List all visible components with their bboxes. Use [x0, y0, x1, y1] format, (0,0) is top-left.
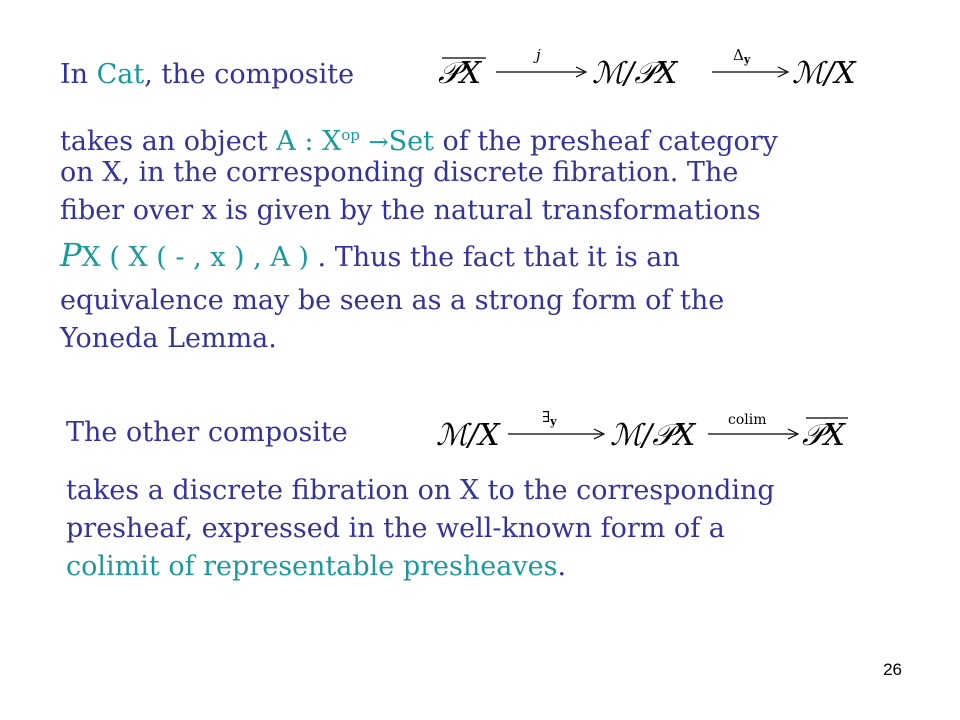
p2-line4-period: .	[557, 551, 567, 582]
node-m-over-x: ℳ/X	[792, 56, 856, 91]
label-j: j	[536, 46, 541, 64]
p1-line2-prefix: takes an object	[60, 126, 277, 157]
p2-line3: presheaf, expressed in the well-known form of a	[66, 513, 725, 544]
p1-line1-suffix: , the composite	[144, 59, 355, 90]
presheaf-A: A : $X^{op} \to Set$	[276, 126, 434, 157]
p1-line1	[60, 56, 354, 94]
colimit-phrase: colimit of representable presheaves	[66, 551, 558, 582]
p1-line5	[60, 236, 680, 277]
p1-line7: Yoneda Lemma.	[60, 323, 277, 354]
cat-term: Cat	[96, 59, 145, 90]
node-px: 𝒫X	[438, 56, 481, 91]
p1-line2-suffix: of the presheaf category	[433, 126, 778, 157]
p2-line4	[66, 548, 566, 586]
label-exists: $\exists_y$	[542, 408, 557, 428]
p1-line6: equivalence may be seen as a strong form of the	[60, 285, 725, 316]
script-p-symbol: P	[60, 236, 82, 274]
composite-diagram-1	[430, 40, 870, 100]
node-m-over-px: ℳ/𝒫X	[592, 56, 678, 91]
node-px: 𝒫X	[802, 418, 845, 453]
label-delta: $\Delta_y$	[733, 46, 751, 66]
p1-line5-suffix: . Thus the fact that it is an	[317, 242, 680, 273]
p1-line3: on X, in the corresponding discrete fibration. The	[60, 157, 739, 188]
label-colim: colim	[728, 412, 767, 428]
node-m-over-x: ℳ/X	[436, 418, 500, 453]
p1-line4: fiber over x is given by the natural transformations	[60, 195, 761, 226]
composite-diagram-2	[436, 404, 876, 464]
hom-formula: X ( X ( - , x ) , A )	[81, 242, 309, 273]
node-m-over-px: ℳ/𝒫X	[610, 418, 696, 453]
page-number: 26	[883, 660, 902, 679]
p2-line2: takes a discrete fibration on X to the corresponding	[66, 475, 775, 506]
p1-line1-prefix: In	[60, 59, 97, 90]
p2-line1: The other composite	[66, 417, 348, 448]
